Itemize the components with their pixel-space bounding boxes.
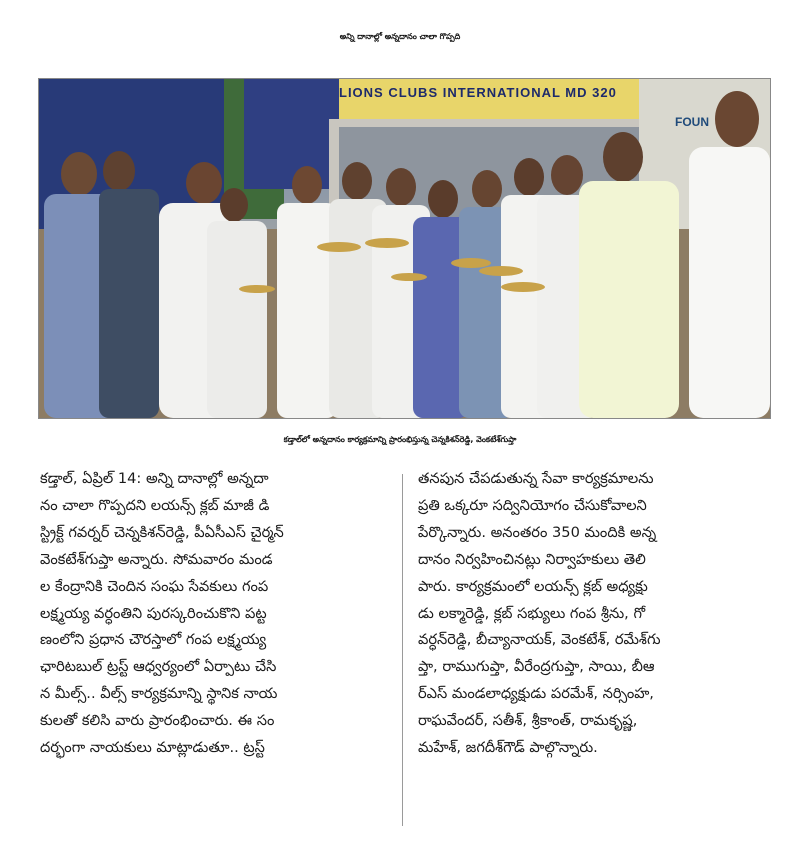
text-line: ల కేంద్రానికి చెందిన సంఘ సేవకులు గంప <box>40 577 269 595</box>
text-line: ప్రతి ఒక్కరూ సద్వినియోగం చేసుకోవాలని <box>418 496 647 514</box>
text-line: వర్ధన్‌రెడ్డి, బీచ్యానాయక్, వెంకటేశ్, రమేశ్‌గు <box>418 631 661 649</box>
photo-illustration <box>39 79 770 418</box>
text-line: స్ట్రిక్ట్ గవర్నర్ చెన్నకిశన్‌రెడ్డి, పీఏసీఎస్ చైర్మన్ <box>40 523 284 541</box>
text-line: ప్తా, రాముగుప్తా, వీరేంద్రగుప్తా, సాయి, బీఆ <box>418 658 655 676</box>
sign-text: FOUN <box>675 115 709 129</box>
banner-text: LIONS CLUBS INTERNATIONAL MD 320 <box>339 85 617 100</box>
headline: అన్ని దానాల్లో అన్నదానం చాలా గొప్పది <box>339 31 461 41</box>
text-line: ర్ఎస్ మండలాధ్యక్షుడు పరమేశ్, నర్సింహ, <box>418 685 654 703</box>
text-line: కులతో కలిసి వారు ప్రారంభించారు. ఈ సం <box>40 712 275 730</box>
news-photo <box>38 78 771 419</box>
text-line: పారు. కార్యక్రమంలో లయన్స్ క్లబ్ అధ్యక్షు <box>418 577 648 595</box>
article-column-left <box>40 466 390 762</box>
photo-caption: కడ్తాల్‌లో అన్నదానం కార్యక్రమాన్ని ప్రారంభిస్తున్న చెన్నకిశన్‌రెడ్డి, వెంకటేశ్‌గుప్తా <box>283 434 517 444</box>
article-body <box>40 466 768 844</box>
text-line: ఛారిటబుల్ ట్రస్ట్ ఆధ్వర్యంలో ఏర్పాటు చేసి <box>40 658 277 676</box>
text-line: ణంలోని ప్రధాన చౌరస్తాలో గంప లక్ష్మయ్య <box>40 631 267 649</box>
text-line: కడ్తాల్, ఏప్రిల్ 14: అన్ని దానాల్లో అన్నదా <box>40 470 269 487</box>
text-line: దానం నిర్వహించినట్లు నిర్వాహకులు తెలి <box>418 550 646 568</box>
text-line: తనపున చేపడుతున్న సేవా కార్యక్రమాలను <box>418 470 654 487</box>
article-column-right <box>418 466 768 762</box>
text-line: రాఘవేందర్, సతీశ్, శ్రీకాంత్, రామకృష్ణ, <box>418 712 638 730</box>
text-line: డు లక్మారెడ్డి, క్లబ్ సభ్యులు గంప శ్రీను, గో <box>418 604 646 622</box>
text-line: మహేశ్, జగదీశ్‌గౌడ్ పాల్గొన్నారు. <box>418 739 598 757</box>
text-line: పేర్కొన్నారు. అనంతరం 350 మందికి అన్న <box>418 523 657 541</box>
text-line: న మీల్స్.. వీల్స్ కార్యక్రమాన్ని స్థానిక నాయ <box>40 685 278 703</box>
text-line: నం చాలా గొప్పదని లయన్స్ క్లబ్ మాజీ డి <box>40 496 270 514</box>
text-line: వెంకటేశ్‌గుప్తా అన్నారు. సోమవారం మండ <box>40 550 273 568</box>
text-line: దర్భంగా నాయకులు మాట్లాడుతూ.. ట్రస్ట్ <box>40 739 265 757</box>
text-line: లక్ష్మయ్య వర్ధంతిని పురస్కరించుకొని పట్ట <box>40 604 267 622</box>
column-divider <box>402 474 403 826</box>
